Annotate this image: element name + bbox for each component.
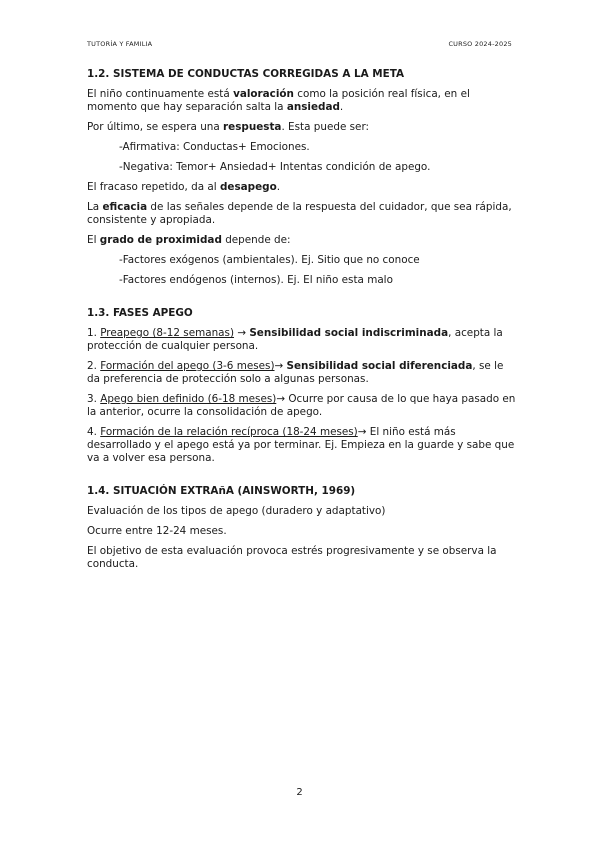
header-right: CURSO 2024-2025: [448, 40, 512, 48]
header-left: TUTORÍA Y FAMILIA: [87, 40, 153, 48]
section-1-4-title: 1.4. SITUACIÓN EXTRAñA (AINSWORTH, 1969): [87, 485, 356, 497]
s12-paragraph-2: Por último, se espera una respuesta. Esta puede ser:: [87, 121, 370, 133]
s14-paragraph-1: Evaluación de los tipos de apego (duradero y adaptativo): [87, 505, 386, 517]
s12-paragraph-5: El grado de proximidad depende de:: [87, 234, 291, 246]
document-body: [87, 68, 517, 578]
s12-paragraph-4: La eficacia de las señales depende de la respuesta del cuidador, que sea rápida, consistente y apropiada.: [87, 201, 512, 226]
s14-paragraph-2: Ocurre entre 12-24 meses.: [87, 525, 227, 537]
s12-bullet-exogenos: -Factores exógenos (ambientales). Ej. Sitio que no conoce: [119, 254, 420, 266]
phase-item-2: 2. Formación del apego (3-6 meses)→ Sensibilidad social diferenciada, se le da preferencia de protección solo a algunas personas.: [87, 360, 504, 385]
page-number: 2: [296, 787, 303, 798]
s14-paragraph-3: El objetivo de esta evaluación provoca estrés progresivamente y se observa la conducta.: [87, 545, 497, 570]
s12-bullet-afirmativa: -Afirmativa: Conductas+ Emociones.: [119, 141, 310, 153]
s12-paragraph-1: El niño continuamente está valoración como la posición real física, en el momento que hay separación salta la ansiedad.: [87, 88, 470, 113]
phase-item-3: 3. Apego bien definido (6-18 meses)→ Ocurre por causa de lo que haya pasado en la anterior, ocurre la consolidación de apego.: [87, 393, 516, 418]
s12-bullet-negativa: -Negativa: Temor+ Ansiedad+ Intentas condición de apego.: [119, 161, 431, 173]
section-1-3-title: 1.3. FASES APEGO: [87, 307, 193, 319]
phase-item-1: 1. Preapego (8-12 semanas) → Sensibilidad social indiscriminada, acepta la protección de cualquier persona.: [87, 327, 503, 352]
phase-item-4: 4. Formación de la relación recíproca (18-24 meses)→ El niño está más desarrollado y el apego está ya por terminar. Ej. Empieza en la guarde y sabe que va a volver esa persona.: [87, 426, 515, 464]
section-1-2-title: 1.2. SISTEMA DE CONDUCTAS CORREGIDAS A LA META: [87, 68, 405, 80]
s12-bullet-endogenos: -Factores endógenos (internos). Ej. El niño esta malo: [119, 274, 393, 286]
s12-paragraph-3: El fracaso repetido, da al desapego.: [87, 181, 281, 193]
